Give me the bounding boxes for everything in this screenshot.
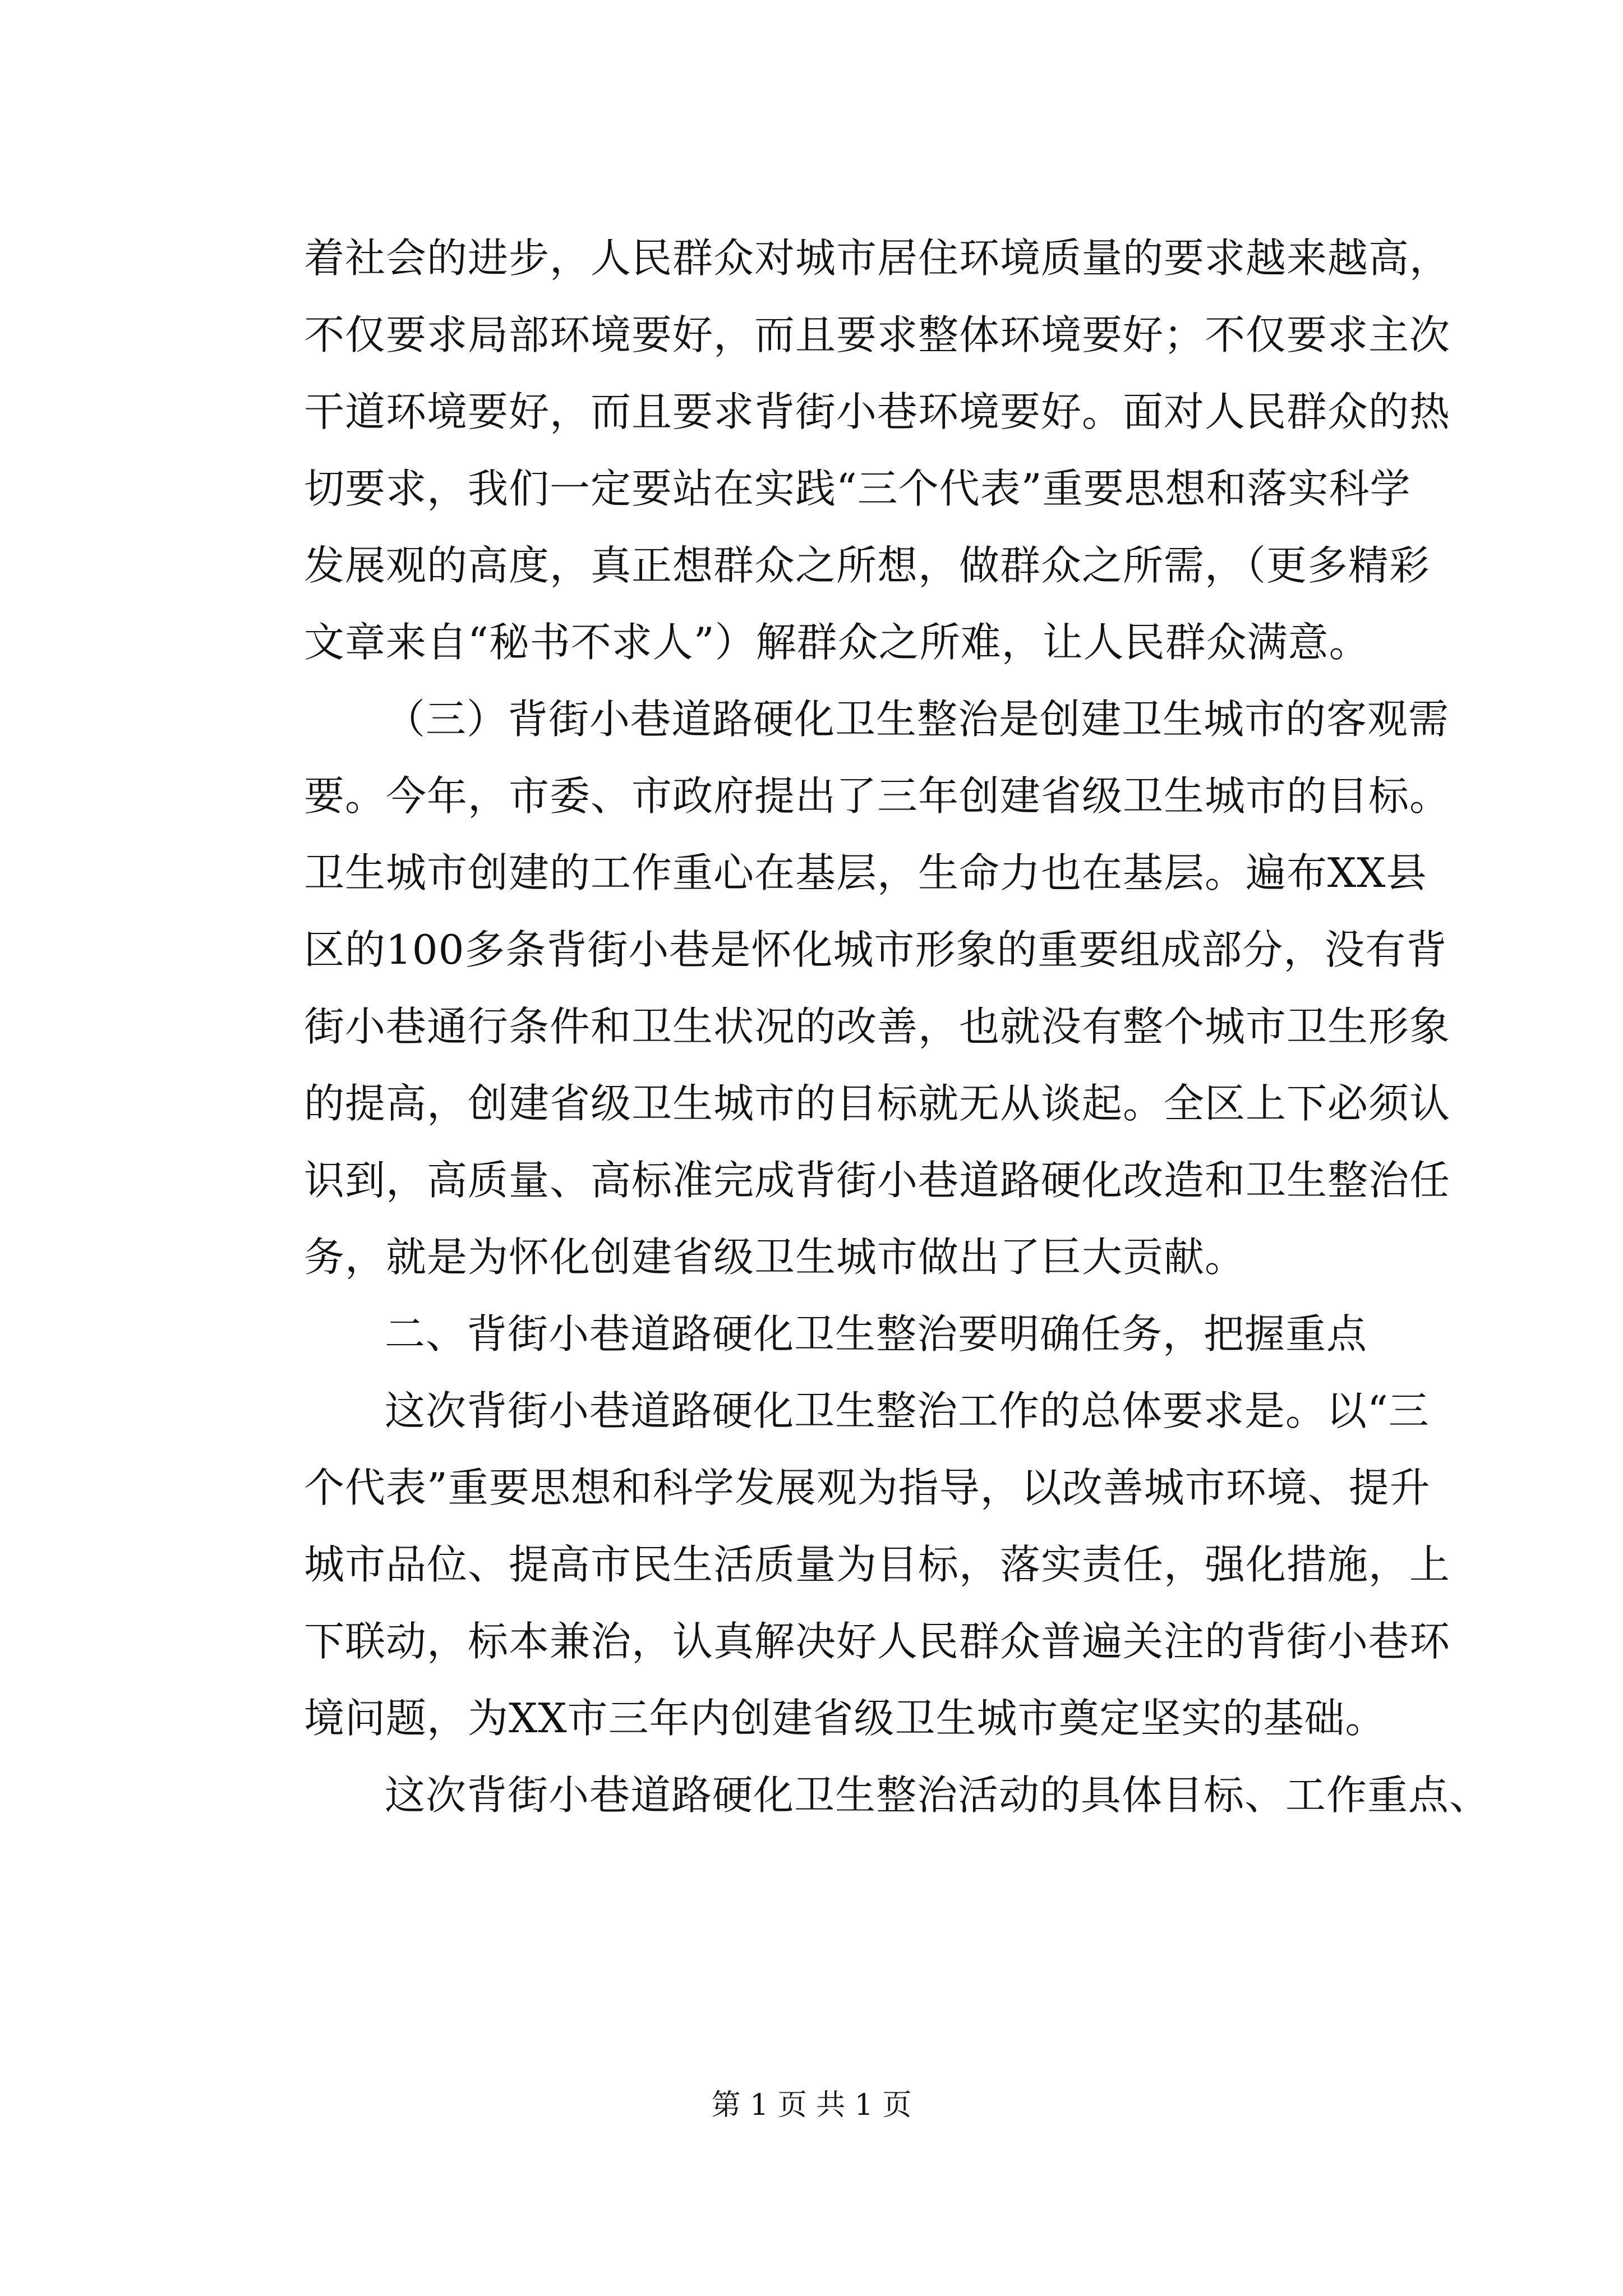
text-line: 务，就是为怀化创建省级卫生城市做出了巨大贡献。 (304, 1234, 1246, 1281)
text-line: 文章来自“秘书不求人”）解群众之所难，让人民群众满意。 (304, 619, 1370, 666)
document-body (304, 220, 1491, 1834)
text-line: 识到，高质量、高标准完成背街小巷道路硬化改造和卫生整治任 (304, 1157, 1451, 1204)
paragraph-start-line: 这次背街小巷道路硬化卫生整治工作的总体要求是。以“三 (385, 1387, 1430, 1434)
text-line: 干道环境要好，而且要求背街小巷环境要好。面对人民群众的热 (304, 388, 1451, 435)
paragraph-start-line: 这次背街小巷道路硬化卫生整治活动的具体目标、工作重点、 (385, 1772, 1491, 1819)
text-line: 的提高，创建省级卫生城市的目标就无从谈起。全区上下必须认 (304, 1080, 1451, 1127)
text-line: 要。今年，市委、市政府提出了三年创建省级卫生城市的目标。 (304, 772, 1451, 820)
text-line: 卫生城市创建的工作重心在基层，生命力也在基层。遍布XX县 (304, 849, 1427, 896)
text-line: 城市品位、提高市民生活质量为目标，落实责任，强化措施，上 (304, 1541, 1451, 1588)
text-line: 下联动，标本兼治，认真解决好人民群众普遍关注的背街小巷环 (304, 1618, 1451, 1665)
text-line: 发展观的高度，真正想群众之所想，做群众之所需，（更多精彩 (304, 542, 1431, 589)
text-line: 区的100多条背街小巷是怀化城市形象的重要组成部分，没有背 (304, 926, 1447, 973)
paragraph-start-line: （三）背街小巷道路硬化卫生整治是创建卫生城市的客观需 (385, 696, 1450, 743)
text-line: 个代表”重要思想和科学发展观为指导，以改善城市环境、提升 (304, 1464, 1431, 1511)
text-line: 不仅要求局部环境要好，而且要求整体环境要好；不仅要求主次 (304, 311, 1451, 358)
text-line: 境问题，为XX市三年内创建省级卫生城市奠定坚实的基础。 (304, 1695, 1386, 1742)
page-number-footer: 第 1 页 共 1 页 (711, 2088, 912, 2122)
text-line: 着社会的进步，人民群众对城市居住环境质量的要求越来越高， (304, 234, 1451, 282)
text-line: 街小巷通行条件和卫生状况的改善，也就没有整个城市卫生形象 (304, 1003, 1451, 1050)
section-heading: 二、背街小巷道路硬化卫生整治要明确任务，把握重点 (385, 1310, 1368, 1358)
text-line: 切要求，我们一定要站在实践“三个代表”重要思想和落实科学 (304, 465, 1411, 512)
